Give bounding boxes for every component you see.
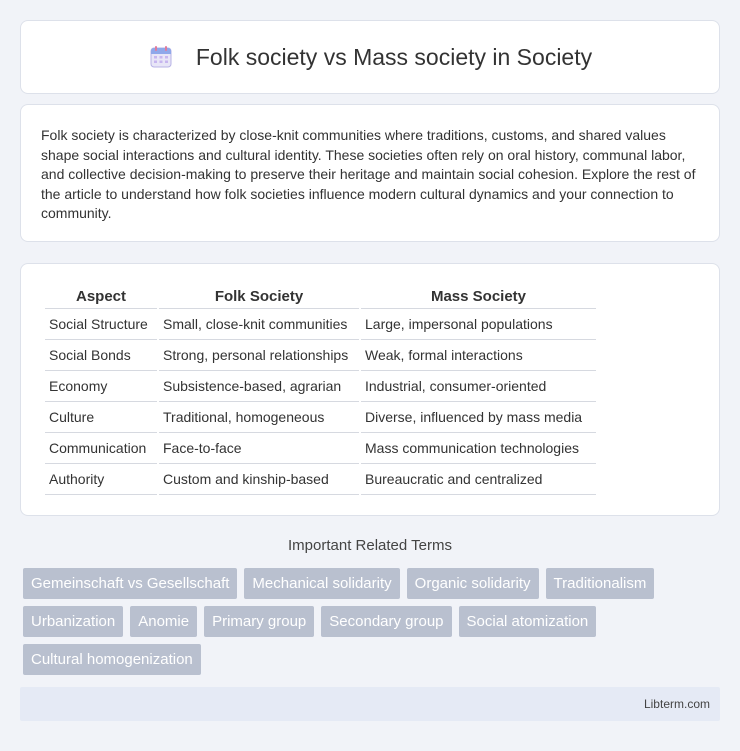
table-row [45,309,596,340]
table-row [45,464,596,495]
table-cell: Communication [45,433,157,464]
column-header-folk-society: Folk Society [159,284,359,309]
related-term-tag[interactable]: Cultural homogenization [23,644,201,675]
table-cell: Diverse, influenced by mass media [361,402,596,433]
related-term-tag[interactable]: Social atomization [459,606,597,637]
related-term-tag[interactable]: Secondary group [321,606,451,637]
related-term-tag[interactable]: Anomie [130,606,197,637]
table-header-row [45,284,596,309]
column-header-mass-society: Mass Society [361,284,596,309]
table-cell: Strong, personal relationships [159,340,359,371]
table-cell: Small, close-knit communities [159,309,359,340]
table-cell: Social Structure [45,309,157,340]
column-header-aspect: Aspect [45,284,157,309]
table-cell: Bureaucratic and centralized [361,464,596,495]
footer-site-link[interactable]: Libterm.com [643,697,710,711]
table-row [45,340,596,371]
header-card [20,20,720,94]
related-term-tag[interactable]: Gemeinschaft vs Gesellschaft [23,568,237,599]
table-cell: Custom and kinship-based [159,464,359,495]
intro-paragraph: Folk society is characterized by close-knit communities where traditions, customs, and shared values shape social interactions and cultural identity. These societies often rely on oral history, communal labor, and collective decision-making to preserve their heritage and maintain social cohesion. Explore the rest of the article to understand how folk societies influence modern cultural dynamics and your connection to community. [41,127,696,222]
calendar-icon [148,44,174,70]
comparison-table-card [20,263,720,516]
table-row [45,371,596,402]
table-cell: Culture [45,402,157,433]
table-cell: Authority [45,464,157,495]
table-cell: Large, impersonal populations [361,309,596,340]
related-term-tag[interactable]: Urbanization [23,606,123,637]
related-term-tag[interactable]: Primary group [204,606,314,637]
related-terms-list [23,568,723,682]
table-row [45,402,596,433]
table-cell: Mass communication technologies [361,433,596,464]
comparison-table [43,284,598,495]
related-term-tag[interactable]: Mechanical solidarity [244,568,399,599]
table-cell: Industrial, consumer-oriented [361,371,596,402]
footer [20,687,720,721]
page-title: Folk society vs Mass society in Society [195,43,593,70]
table-cell: Economy [45,371,157,402]
related-terms-heading: Important Related Terms [288,537,452,554]
table-cell: Subsistence-based, agrarian [159,371,359,402]
table-cell: Social Bonds [45,340,157,371]
table-row [45,433,596,464]
table-cell: Traditional, homogeneous [159,402,359,433]
related-term-tag[interactable]: Traditionalism [546,568,655,599]
table-cell: Face-to-face [159,433,359,464]
intro-card [20,104,720,242]
related-term-tag[interactable]: Organic solidarity [407,568,539,599]
table-cell: Weak, formal interactions [361,340,596,371]
